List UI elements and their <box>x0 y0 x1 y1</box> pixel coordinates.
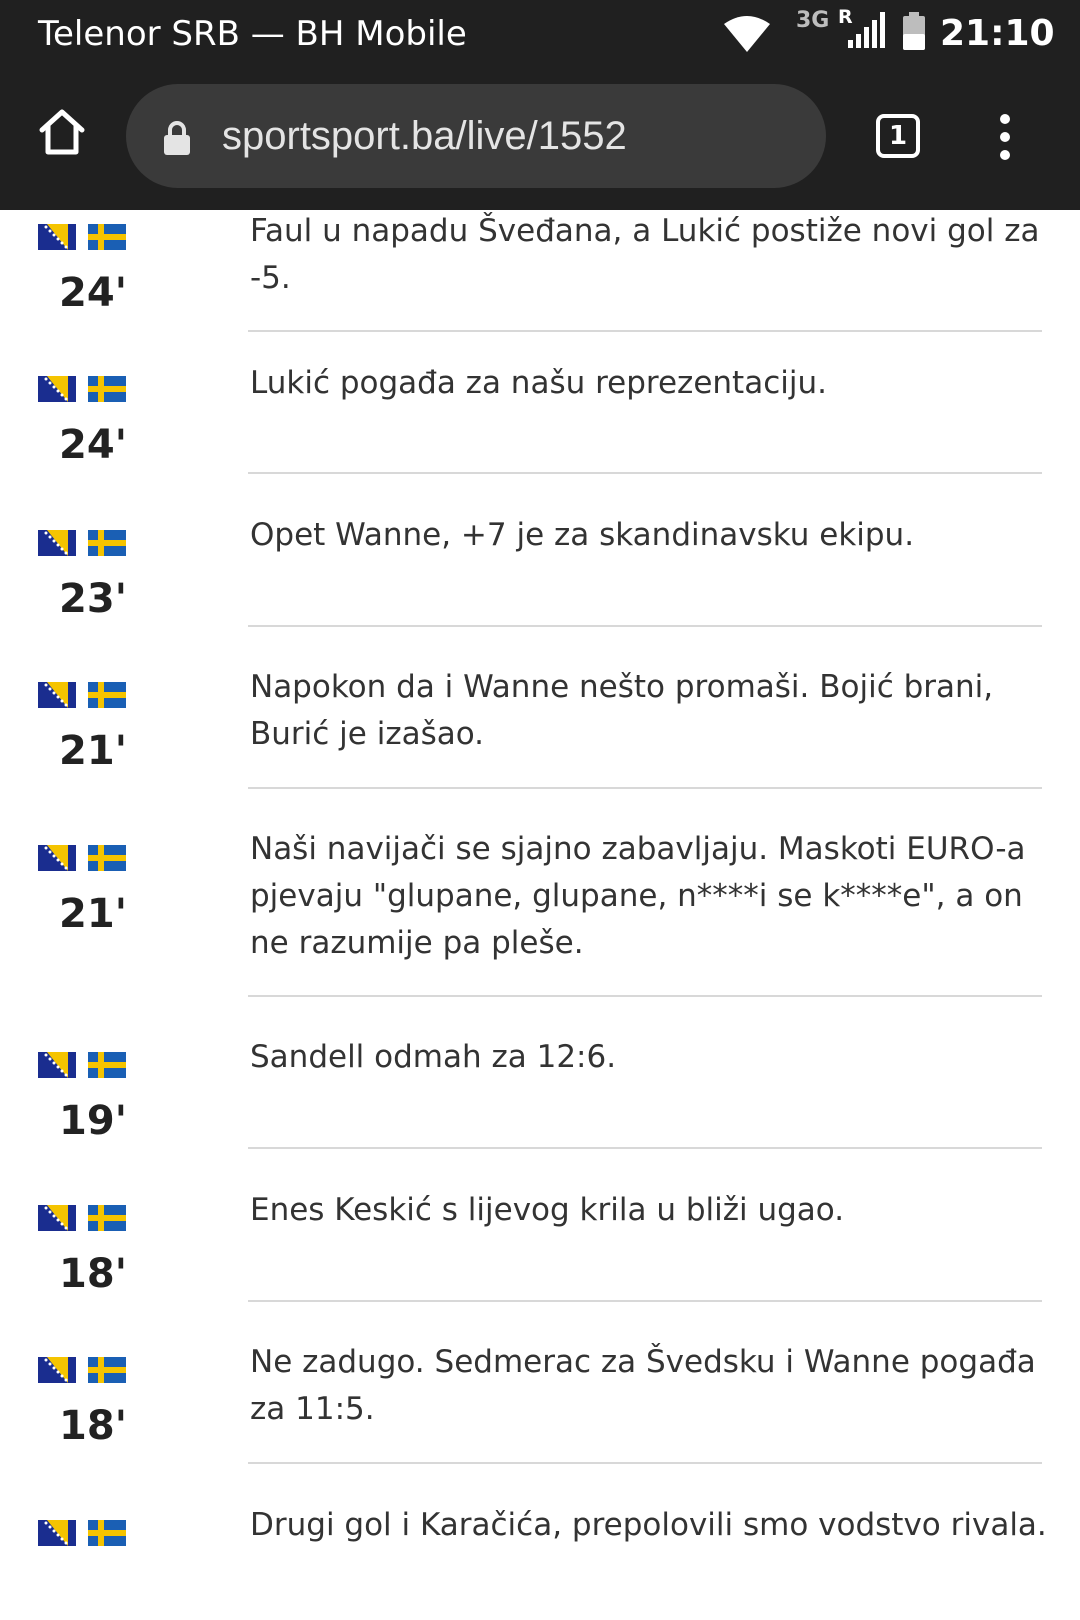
sweden-flag-icon <box>88 845 126 871</box>
lock-icon <box>162 120 192 156</box>
entry-meta <box>38 1520 128 1546</box>
entry-text: Drugi gol i Karačića, prepolovili smo vodstvo rivala. <box>250 1507 1047 1543</box>
entry-meta <box>38 682 128 774</box>
sweden-flag-icon <box>88 1357 126 1383</box>
divider <box>248 1462 1042 1464</box>
bosnia-flag-icon <box>38 1520 76 1546</box>
sweden-flag-icon <box>88 1052 126 1078</box>
entry-meta <box>38 530 128 622</box>
divider <box>248 1300 1042 1302</box>
sweden-flag-icon <box>88 376 126 402</box>
bosnia-flag-icon <box>38 1205 76 1231</box>
sweden-flag-icon <box>88 224 126 250</box>
bosnia-flag-icon <box>38 682 76 708</box>
entry-text: Opet Wanne, +7 je za skandinavsku ekipu. <box>250 517 915 553</box>
minute-label: 23' <box>59 576 127 622</box>
entry-meta <box>38 1357 128 1449</box>
sweden-flag-icon <box>88 682 126 708</box>
address-bar[interactable] <box>126 84 826 188</box>
divider <box>248 995 1042 997</box>
team-flags <box>38 1052 128 1078</box>
entry-meta <box>38 376 128 468</box>
network-type: 3G <box>796 8 830 33</box>
bosnia-flag-icon <box>38 1052 76 1078</box>
bosnia-flag-icon <box>38 530 76 556</box>
minute-label: 18' <box>59 1251 127 1297</box>
roaming-indicator: R <box>838 6 853 28</box>
bosnia-flag-icon <box>38 376 76 402</box>
entry-meta <box>38 224 128 316</box>
carrier-name: Telenor SRB — BH Mobile <box>38 14 467 54</box>
home-icon[interactable] <box>36 106 88 158</box>
entry-text: Naši navijači se sjajno zabavljaju. Maskoti EURO-a pjevaju "glupane, glupane, n****i se k****e", a on ne razumije pa pleše. <box>250 831 1026 961</box>
entry-text: Sandell odmah za 12:6. <box>250 1039 617 1075</box>
signal-icon <box>846 10 888 50</box>
overflow-menu-icon[interactable] <box>990 114 1020 162</box>
bosnia-flag-icon <box>38 845 76 871</box>
entry-meta <box>38 1052 128 1144</box>
entry-text: Lukić pogađa za našu reprezentaciju. <box>250 365 827 401</box>
entry-meta <box>38 1205 128 1297</box>
browser-toolbar <box>0 70 1080 210</box>
divider <box>248 1147 1042 1149</box>
minute-label: 24' <box>59 422 127 468</box>
team-flags <box>38 1205 128 1231</box>
bosnia-flag-icon <box>38 1357 76 1383</box>
divider <box>248 787 1042 789</box>
status-bar <box>0 0 1080 70</box>
team-flags <box>38 376 128 402</box>
sweden-flag-icon <box>88 1520 126 1546</box>
wifi-icon <box>722 14 772 54</box>
entry-text: Ne zadugo. Sedmerac za Švedsku i Wanne pogađa za 11:5. <box>250 1344 1036 1427</box>
tab-switcher-button[interactable]: 1 <box>876 114 920 158</box>
clock: 21:10 <box>940 13 1055 54</box>
entry-text: Faul u napadu Šveđana, a Lukić postiže novi gol za -5. <box>250 213 1040 296</box>
entry-text: Enes Keskić s lijevog krila u bliži ugao. <box>250 1192 845 1228</box>
team-flags <box>38 845 128 871</box>
minute-label: 21' <box>59 891 127 937</box>
team-flags <box>38 1357 128 1383</box>
sweden-flag-icon <box>88 1205 126 1231</box>
minute-label: 24' <box>59 270 127 316</box>
entry-text: Napokon da i Wanne nešto promaši. Bojić brani, Burić je izašao. <box>250 669 994 752</box>
status-icons <box>700 0 1080 70</box>
sweden-flag-icon <box>88 530 126 556</box>
url-text[interactable]: sportsport.ba/live/1552 <box>222 114 627 158</box>
divider <box>248 625 1042 627</box>
bosnia-flag-icon <box>38 224 76 250</box>
divider <box>248 472 1042 474</box>
minute-label: 21' <box>59 728 127 774</box>
team-flags <box>38 530 128 556</box>
minute-label: 18' <box>59 1403 127 1449</box>
battery-icon <box>902 12 926 52</box>
team-flags <box>38 1520 128 1546</box>
minute-label: 19' <box>59 1098 127 1144</box>
divider <box>248 330 1042 332</box>
entry-meta <box>38 845 128 937</box>
team-flags <box>38 224 128 250</box>
team-flags <box>38 682 128 708</box>
